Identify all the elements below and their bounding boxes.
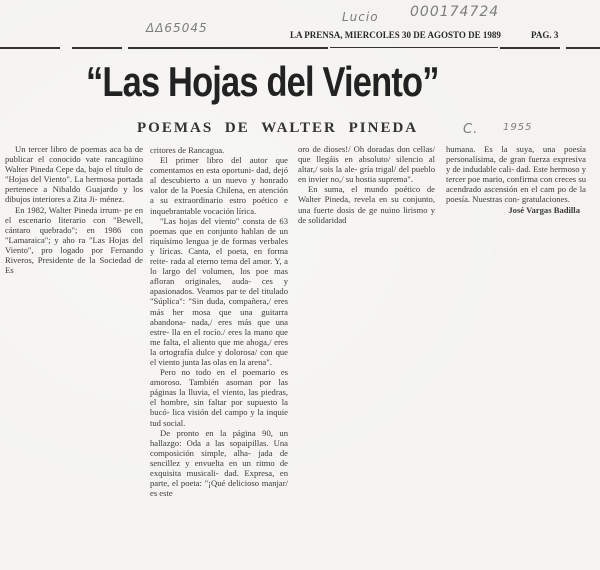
paragraph: Pero no todo en el poemario es amoroso. También asoman por las páginas la lluvia, el viento, las piedras, el hombre, sin faltar por supuesto la bucó- lica visión del campo y la inquie tud social. — [150, 367, 288, 428]
paragraph: "Las hojas del viento" consta de 63 poemas que en conjunto hablan de un riquísimo lengua je de formas verbales y líricas. Canta, el poeta, en forma reite- rada al eterno tema del amor. Y, a lo largo del volumen, los poe mas afloran originales, auda- ces y apasionados. Veamos par te del titulado "Súplica": "Sin duda, compañera,/ eres más her mosa que una guitarra abandona- nada,/ eres más que una estre- lla en el rocío./ eres la mano que me falta, el aliento que me ahoga,/ eres la ortografía dulce y dolorosa/ con que el viento junta las olas en la arena". — [150, 215, 288, 367]
article-column-3 — [298, 144, 435, 225]
paragraph: oro de dioses!/ Oh doradas don cellas/ que llegáis en absoluto/ silencio al altar,/ sois la ale- gría trigal/ del pueblo en invier no,/ su hostia suprema". — [298, 144, 435, 185]
paragraph: humana. Es la suya, una poesía personalísima, de gran fuerza expresiva y de indudable cali- dad. Este hermoso y tercer poe mario, confirma con creces su acendrado ascensión en el cam po de la poesía. Nuestras con- gratulaciones. — [446, 144, 586, 205]
article-column-2 — [150, 145, 288, 498]
handwritten-catalog-number: 000174724 — [410, 4, 500, 20]
paragraph: De pronto en la página 90, un hallazgo: Oda a las sopaipillas. Una composición simple, alha- jada de sencillez y envuelta en un ritmo de exquisita musicali- dad. Expresa, en parte, el poeta: "¡Qué delicioso manjar/ es este — [150, 427, 288, 499]
handwritten-year: 1955 — [503, 122, 533, 133]
handwritten-initial: C. — [463, 122, 479, 137]
article-subheadline: POEMAS DE WALTER PINEDA — [137, 120, 419, 136]
paragraph: En suma, el mundo poético de Walter Pineda, revela en su conjunto, una fuerte dosis de ge nuino lirismo y de solidaridad — [298, 184, 435, 225]
article-column-4 — [446, 144, 586, 215]
paragraph: En 1982, Walter Pineda irrum- pe en el escenario literario con "Bewell, cántaro quebrado"; en 1986 con "Lamaraica"; y aho ra "Las Hojas del Viento", pro logado por Fernando Riveros, Presidente de la Sociedad de Es — [5, 204, 143, 276]
paragraph: Un tercer libro de poemas aca ba de publicar el conocido vate rancagüino Walter Pineda Cepe da, bajo el título de "Hojas del Viento". La hermosa portada pertenece a Nibaldo Guajardo y los dibujos interiores a Zita Ji- ménez. — [5, 144, 143, 205]
article-headline: “Las Hojas del Viento” — [86, 58, 439, 105]
handwritten-signature: Lucio — [342, 10, 379, 24]
handwritten-reference-number: ΔΔ65045 — [146, 21, 208, 35]
author-byline: José Vargas Badilla — [508, 204, 580, 215]
paragraph: El primer libro del autor que comentamos en esta oportuni- dad, dejó al descubierto a un nuevo y honrado valor de la Poesía Chilena, en atención a su extraordinario estro poético e inquebrantable vocación lírica. — [150, 155, 288, 216]
article-column-1 — [5, 144, 143, 275]
publication-date-line: LA PRENSA, MIERCOLES 30 DE AGOSTO DE 1989 — [290, 30, 501, 40]
paragraph: critores de Rancagua. — [150, 145, 225, 155]
masthead — [290, 30, 559, 40]
page-number: PAG. 3 — [531, 30, 559, 40]
